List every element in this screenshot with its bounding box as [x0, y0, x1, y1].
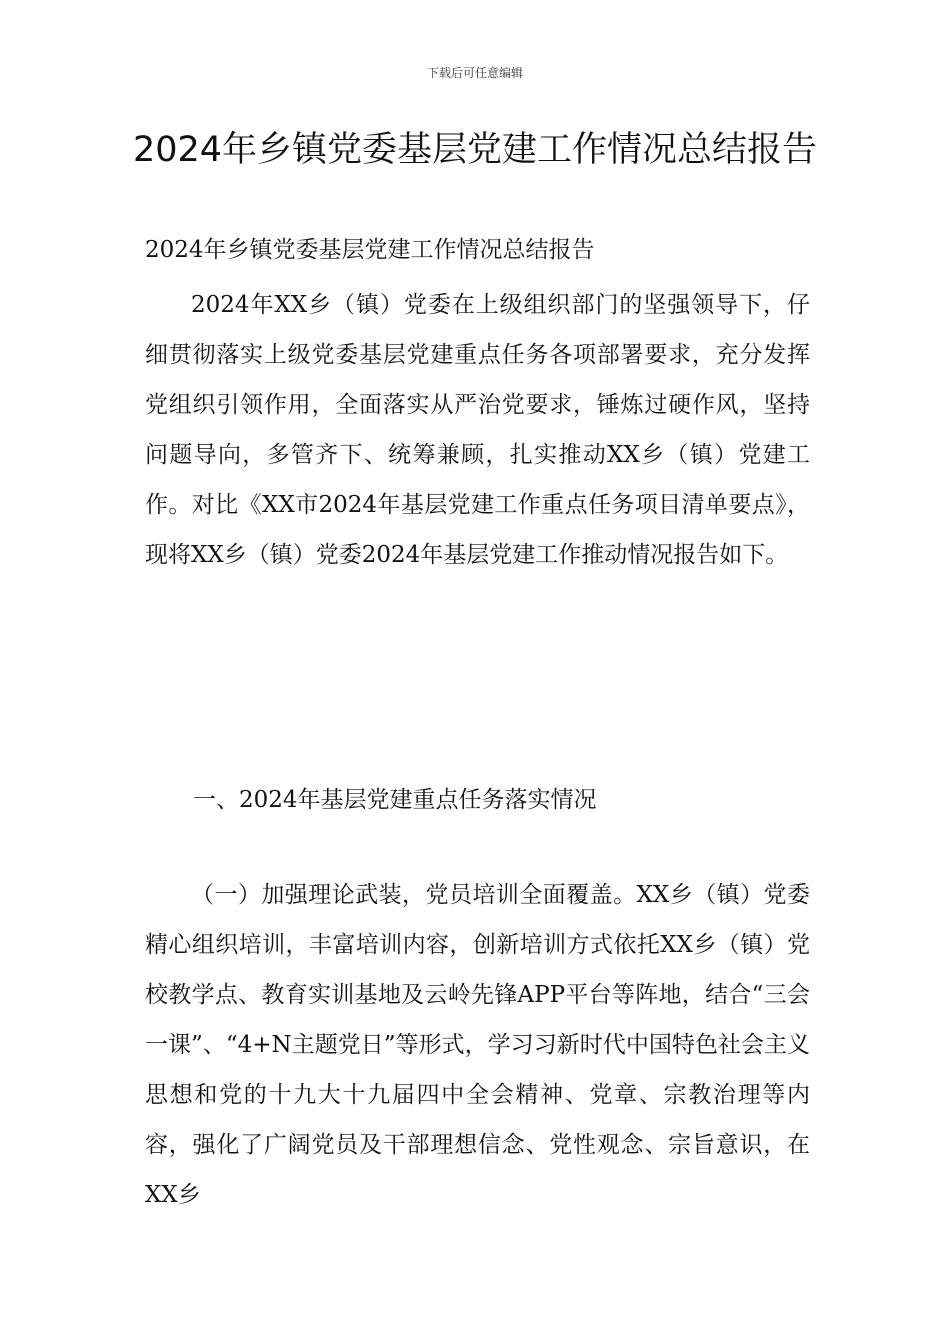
- intro-paragraph: 2024年XX乡（镇）党委在上级组织部门的坚强领导下，仔细贯彻落实上级党委基层党建重点任务各项部署要求，充分发挥党组织引领作用，全面落实从严治党要求，锤炼过硬作风，坚持问题导向，多管齐下、统筹兼顾，扎实推动XX乡（镇）党建工作。对比《XX市2024年基层党建工作重点任务项目清单要点》，现将XX乡（镇）党委2024年基层党建工作推动情况报告如下。: [145, 292, 810, 568]
- header-note: 下载后可任意编辑: [426, 66, 523, 80]
- document-subtitle: 2024年乡镇党委基层党建工作情况总结报告: [145, 237, 595, 263]
- document-title: 2024年乡镇党委基层党建工作情况总结报告: [132, 130, 818, 170]
- section-heading: 一、2024年基层党建重点任务落实情况: [193, 787, 597, 813]
- section-paragraph: （一）加强理论武装，党员培训全面覆盖。XX乡（镇）党委精心组织培训，丰富培训内容，创新培训方式依托XX乡（镇）党校教学点、教育实训基地及云岭先锋APP平台等阵地，结合“三会一课”、“4+N主题党日”等形式，学习习新时代中国特色社会主义思想和党的十九大十九届四中全会精神、党章、宗教治理等内容，强化了广阔党员及干部理想信念、党性观念、宗旨意识，在XX乡: [145, 882, 810, 1208]
